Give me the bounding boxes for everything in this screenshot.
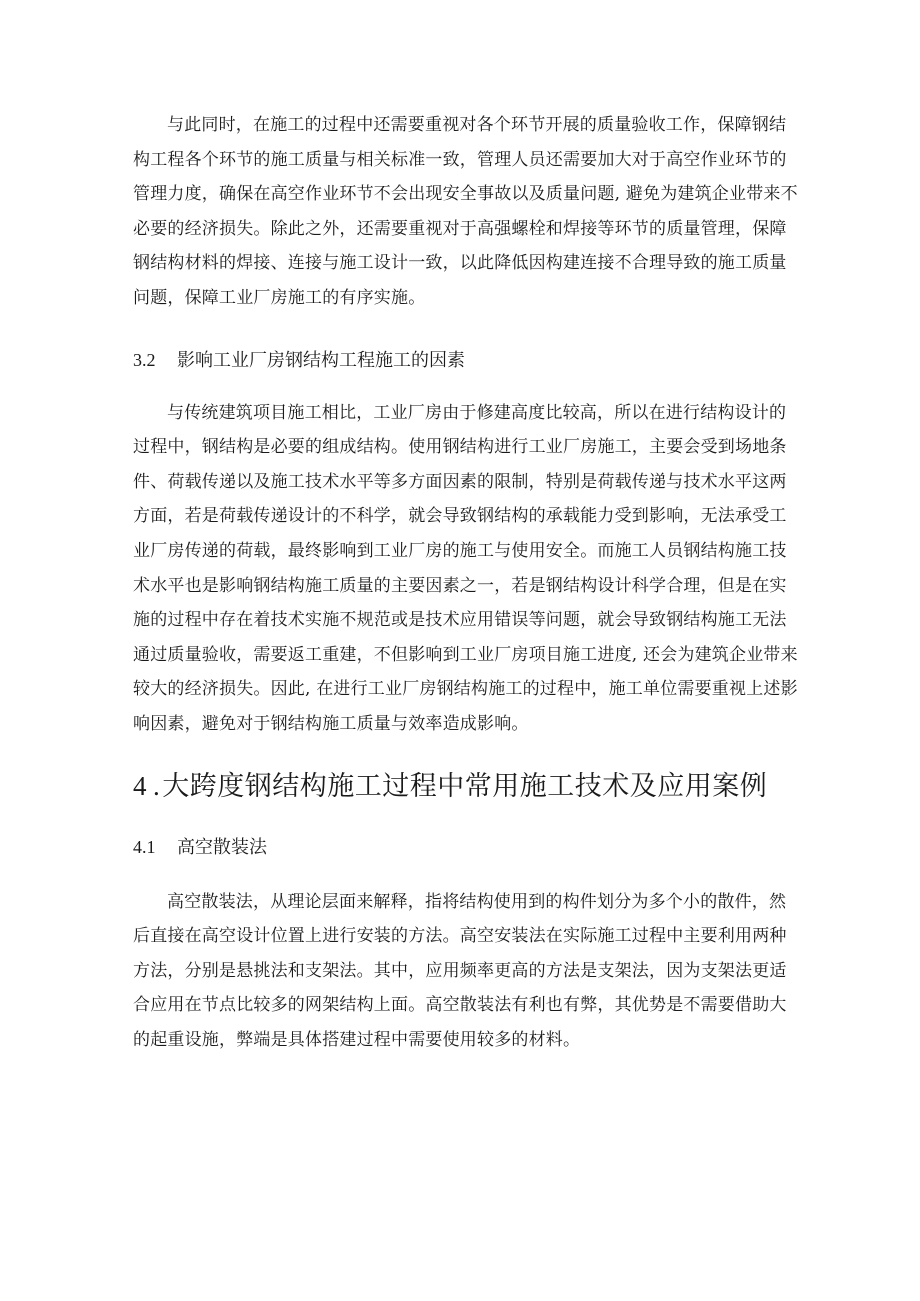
text-line: 钢结构材料的焊接、连接与施工设计一致，以此降低因构建连接不合理导致的施工质量 bbox=[133, 253, 787, 274]
text-line: 较大的经济损失。因此, 在进行工业厂房钢结构施工的过程中，施工单位需要重视上述影 bbox=[133, 679, 798, 700]
chapter-dot: . bbox=[153, 770, 161, 801]
text-line: 高空散装法，从理论层面来解释，指将结构使用到的构件划分为多个小的散件，然 bbox=[167, 891, 787, 912]
section-heading-4-1 bbox=[133, 833, 788, 859]
text-line: 必要的经济损失。除此之外，还需要重视对于高强螺栓和焊接等环节的质量管理，保障 bbox=[133, 218, 787, 239]
paragraph-high-altitude-assembly bbox=[133, 885, 788, 1058]
section-number: 4.1 bbox=[133, 836, 156, 857]
text-line: 过程中，钢结构是必要的组成结构。使用钢结构进行工业厂房施工，主要会受到场地条 bbox=[133, 437, 787, 458]
text-line: 通过质量验收，需要返工重建，不但影响到工业厂房项目施工进度, 还会为建筑企业带来 bbox=[133, 644, 798, 665]
text-line: 问题，保障工业厂房施工的有序实施。 bbox=[133, 287, 426, 308]
text-line: 与此同时，在施工的过程中还需要重视对各个环节开展的质量验收工作，保障钢结 bbox=[167, 115, 787, 135]
text-line: 方面，若是荷载传递设计的不科学，就会导致钢结构的承载能力受到影响，无法承受工 bbox=[133, 506, 787, 527]
chapter-heading-4 bbox=[133, 764, 788, 803]
text-line: 方法，分别是悬挑法和支架法。其中，应用频率更高的方法是支架法，因为支架法更适 bbox=[133, 960, 787, 981]
chapter-number: 4 bbox=[133, 770, 147, 801]
text-line: 件、荷载传递以及施工技术水平等多方面因素的限制，特别是荷载传递与技术水平这两 bbox=[133, 471, 787, 492]
chapter-title: 大跨度钢结构施工过程中常用施工技术及应用案例 bbox=[162, 770, 768, 802]
section-title: 高空散装法 bbox=[177, 836, 267, 858]
text-line: 施的过程中存在着技术实施不规范或是技术应用错误等问题，就会导致钢结构施工无法 bbox=[133, 610, 787, 631]
document-page bbox=[133, 108, 798, 1057]
text-line: 构工程各个环节的施工质量与相关标准一致，管理人员还需要加大对于高空作业环节的 bbox=[133, 149, 787, 170]
text-line: 管理力度，确保在高空作业环节不会出现安全事故以及质量问题, 避免为建筑企业带来不 bbox=[133, 184, 798, 205]
text-line: 响因素，避免对于钢结构施工质量与效率造成影响。 bbox=[133, 713, 529, 734]
paragraph-influencing-factors bbox=[133, 396, 798, 742]
text-line: 后直接在高空设计位置上进行安装的方法。高空安装法在实际施工过程中主要利用两种 bbox=[133, 926, 787, 947]
section-title: 影响工业厂房钢结构工程施工的因素 bbox=[177, 349, 465, 371]
section-number: 3.2 bbox=[133, 349, 156, 370]
text-line: 的起重设施，弊端是具体搭建过程中需要使用较多的材料。 bbox=[133, 1029, 581, 1050]
text-line: 与传统建筑项目施工相比，工业厂房由于修建高度比较高，所以在进行结构设计的 bbox=[167, 402, 787, 423]
text-line: 合应用在节点比较多的网架结构上面。高空散装法有利也有弊，其优势是不需要借助大 bbox=[133, 995, 787, 1016]
paragraph-quality-acceptance bbox=[133, 108, 798, 316]
section-heading-3-2 bbox=[133, 346, 788, 372]
text-line: 术水平也是影响钢结构施工质量的主要因素之一，若是钢结构设计科学合理，但是在实 bbox=[133, 575, 787, 596]
text-line: 业厂房传递的荷载，最终影响到工业厂房的施工与使用安全。而施工人员钢结构施工技 bbox=[133, 540, 787, 561]
